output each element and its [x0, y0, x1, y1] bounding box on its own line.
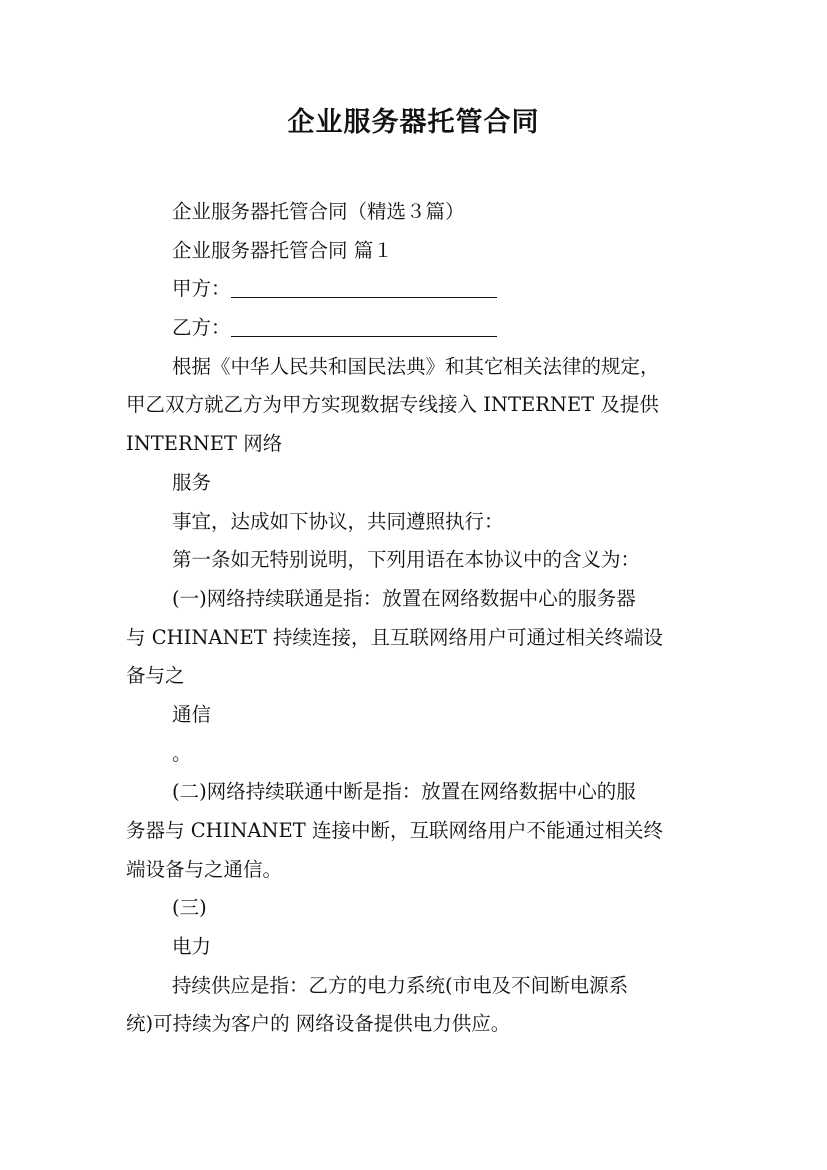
paragraph-line: 服务 — [172, 470, 212, 494]
paragraph-line: 第一条如无特别说明，下列用语在本协议中的含义为： — [172, 548, 641, 572]
paragraph-line: 。 — [172, 741, 192, 765]
party-b-line: 乙方： — [126, 309, 706, 348]
paragraph-line: 企业服务器托管合同 篇１ — [172, 238, 393, 262]
paragraph-line: (一)网络持续联通是指：放置在网络数据中心的服务器 — [172, 586, 636, 610]
party-b-blank — [231, 314, 497, 337]
paragraph-line: 根据《中华人民共和国民法典》和其它相关法律的规定， — [172, 354, 660, 378]
paragraph-line: 电力 — [172, 935, 212, 959]
paragraph-line: 事宜，达成如下协议，共同遵照执行： — [172, 509, 504, 533]
paragraph-line: INTERNET 网络 — [126, 432, 283, 456]
paragraph-line: 通信 — [172, 702, 212, 726]
paragraph-line: 务器与 CHINANET 连接中断，互联网络用户不能通过相关终 — [126, 819, 663, 842]
paragraph-line: (三) — [172, 896, 207, 920]
party-a-blank — [231, 275, 497, 298]
document-title: 企业服务器托管合同 — [287, 107, 540, 138]
paragraph-line: 备与之 — [126, 664, 185, 688]
paragraph-line: 企业服务器托管合同（精选３篇） — [172, 200, 465, 223]
paragraph-line: (二)网络持续联通中断是指：放置在网络数据中心的服 — [172, 780, 636, 804]
paragraph-line: 持续供应是指：乙方的电力系统(市电及不间断电源系 — [172, 973, 629, 997]
document-body — [126, 193, 706, 1044]
paragraph-line: 端设备与之通信。 — [126, 857, 283, 881]
party-a-line: 甲方： — [126, 270, 706, 309]
paragraph-line: 甲乙双方就乙方为甲方实现数据专线接入 INTERNET 及提供 — [126, 393, 659, 417]
paragraph-line: 与 CHINANET 持续连接，且互联网络用户可通过相关终端设 — [126, 625, 663, 649]
paragraph-line: 统)可持续为客户的 网络设备提供电力供应。 — [126, 1012, 511, 1036]
